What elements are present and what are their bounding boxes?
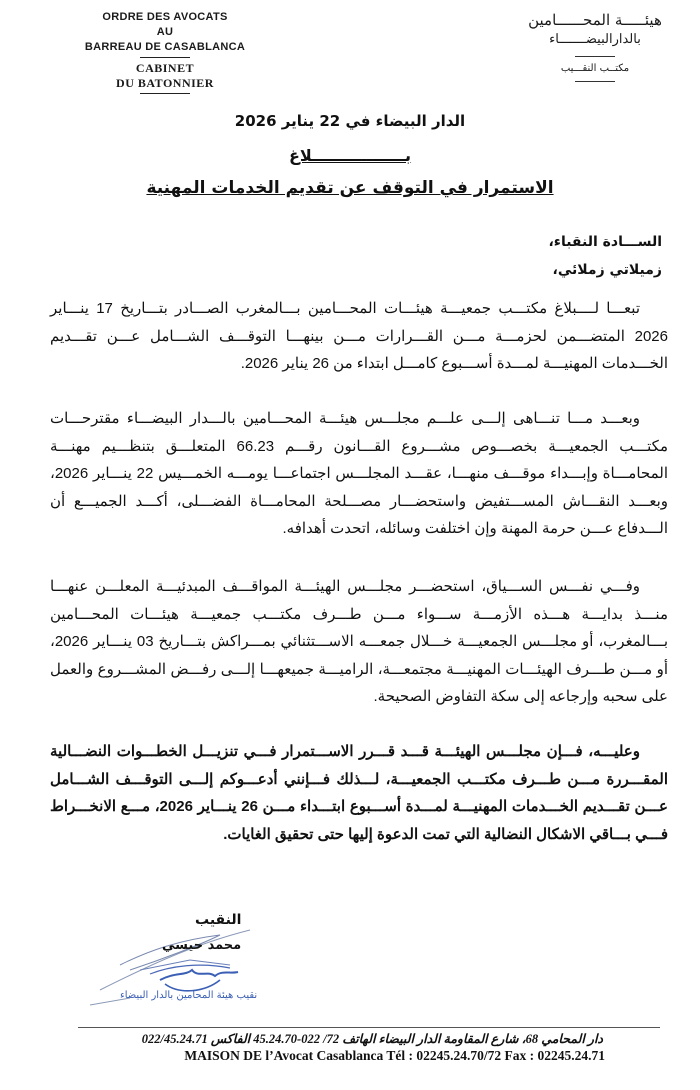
- paragraph-1-text: تبعـــا لــــبلاغ مكتـــب جمعيـــة هيئـــات المحـــامين بـــالمغرب الصـــادر بتـــاريخ 17 ينـــاير 2026 المتضـــمن لحزمـــة مـــن القـــرارات مـــن بينهـــا التوقـــف الشـــامل عـــن تقـــديم الخـــدمات المهنيـــة لمـــدة أســـبوع كامـــل ابتداء من 26 يناير 2026.: [50, 300, 668, 372]
- paragraph-1: [50, 295, 668, 378]
- paragraph-4: [50, 738, 668, 848]
- letterhead-fr-line2: AU: [156, 26, 174, 38]
- signatory-title: النقيب: [195, 912, 242, 928]
- paragraph-3-text: وفـــي نفـــس الســـياق، استحضـــر مجلـــس الهيئـــة المواقـــف المبدئيـــة المعلـــن عنهـــا منـــذ بدايـــة هـــذه الأزمـــة ســـواء مـــن طـــرف مكتـــب جمعيـــة هيئـــات المحـــامين بـــالمغرب، أو مجلـــس الجمعيـــة خـــلال جمعـــه الاســـتثنائي بمـــراكش بتـــاريخ 03 ينـــاير 2026، أو مـــن طـــرف الهيئـــات المهنيـــة مجتمعـــة، الراميـــة جميعهـــا إلـــى رفـــض المشـــروع والعمل على سحبه وإرجاعه إلى سكة التفاوض الصحيحة.: [50, 578, 668, 705]
- subject-line: [0, 178, 700, 198]
- paragraph-2: [50, 405, 668, 543]
- letterhead-arabic: [520, 10, 670, 88]
- paragraph-4-text: وعليـــه، فـــإن مجلـــس الهيئـــة قـــد قـــرر الاســـتمرار فـــي تنزيـــل الخطـــوات النضـــالية المقـــررة مـــن طـــرف مكتـــب الجمعيـــة، لـــذلك فـــإنني أدعـــوكم إلـــى التوقـــف الشـــامل عـــن تقـــديم الخـــدمات المهنيـــة لمـــدة أســـبوع ابتـــداء مـــن 26 ينـــاير 2026، مـــع الانخـــراط فـــي بـــاقي الاشكال النضالية التي تمت الدعوة إليها حتى تحقيق الغايات.: [50, 743, 669, 843]
- date-line: الدار البيضاء في 22 يناير 2026: [234, 112, 466, 130]
- letterhead-french: [40, 10, 290, 97]
- greeting: [548, 228, 662, 284]
- letterhead-ar-line1: هيئـــــة المحــــــامين: [528, 11, 662, 29]
- letterhead-ar-divider-bottom: [575, 81, 615, 82]
- notice-title-text: بـــــــــــــــــلاغ: [288, 146, 412, 165]
- letterhead-ar-divider: [575, 56, 615, 57]
- notice-title: [0, 146, 700, 165]
- letterhead-fr-line5: DU BATONNIER: [116, 76, 214, 90]
- subject-text: الاستمرار في التوقف عن تقديم الخدمات المهنية: [146, 178, 554, 198]
- letterhead-ar-line3: مكتــب النقـــيب: [560, 63, 630, 74]
- footer-address-arabic: دار المحامي 68، شارع المقاومة الدار البيضاء الهاتف 72/ 022-45.24.70 الفاكس 022/45.24.71: [141, 1032, 603, 1046]
- footer-address-french: MAISON DE l’Avocat Casablanca Tél : 02245.24.70/72 Fax : 02245.24.71: [184, 1048, 605, 1063]
- greeting-line1: الســـادة النقباء،: [548, 234, 662, 250]
- letterhead-fr-divider-bottom: [140, 93, 190, 94]
- letterhead-fr-line4: CABINET: [135, 61, 195, 75]
- footer-divider: [78, 1027, 660, 1028]
- paragraph-2-text: وبعـــد مـــا تنـــاهى إلـــى علـــم مجلـــس هيئـــة المحـــامين بالـــدار البيضـــاء مقترحـــات مكتـــب الجمعيـــة بخصـــوص مشـــروع القـــانون رقـــم 66.23 المتعلـــق بتنظـــيم مهنـــة المحامـــاة وإبـــداء موقـــف منهـــا، عقـــد المجلـــس اجتماعـــا يومـــه الخمـــيس 22 ينـــاير 2026، وبعـــد النقـــاش المســـتفيض واستحضـــار مصـــلحة المحامـــاة الفضـــلى، أكـــد الجميـــع أن الـــدفاع عـــن حرمة المهنة وإن اختلفت وسائله، اتحدت أهدافه.: [50, 410, 668, 537]
- paragraph-3: [50, 573, 668, 711]
- signature-stamp-text: نقيب هيئة المحامين بالدار البيضاء: [120, 990, 258, 1001]
- letterhead-ar-line2: بالدارالبيضـــــــاء: [549, 32, 641, 47]
- signature-block: [80, 910, 280, 1015]
- letterhead-fr-divider: [140, 57, 190, 58]
- greeting-line2: زميلاتي زملائي،: [552, 262, 662, 278]
- signatory-name: محمد حيسي: [162, 938, 242, 953]
- letterhead-fr-line3: BARREAU DE CASABLANCA: [84, 41, 246, 53]
- letterhead-fr-line1: ORDRE DES AVOCATS: [102, 11, 228, 23]
